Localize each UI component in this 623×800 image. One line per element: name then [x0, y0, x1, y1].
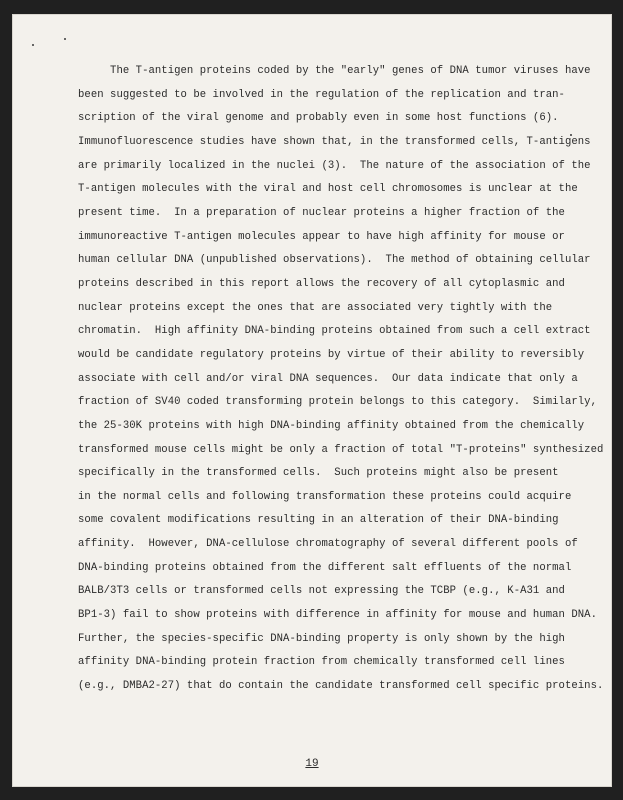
text-line: BALB/3T3 cells or transformed cells not expressing the TCBP (e.g., K-A31 and — [78, 585, 565, 598]
text-line: BP1-3) fail to show proteins with difference in affinity for mouse and human DNA. — [78, 609, 597, 622]
text-line: proteins described in this report allows the recovery of all cytoplasmic and — [78, 277, 565, 290]
text-line: Immunofluorescence studies have shown that, in the transformed cells, T-antigens — [78, 135, 591, 148]
text-line: affinity. However, DNA-cellulose chromatography of several different pools of — [78, 538, 578, 551]
page-number: 19 — [305, 758, 319, 770]
scan-speck — [64, 38, 66, 40]
text-line: chromatin. High affinity DNA-binding proteins obtained from such a cell extract — [78, 325, 591, 338]
text-line: are primarily localized in the nuclei (3). The nature of the association of the — [78, 159, 591, 172]
text-line: fraction of SV40 coded transforming protein belongs to this category. Similarly, — [78, 396, 597, 409]
text-line: associate with cell and/or viral DNA sequences. Our data indicate that only a — [78, 372, 578, 385]
text-line: would be candidate regulatory proteins by virtue of their ability to reversibly — [78, 348, 585, 361]
text-line: DNA-binding proteins obtained from the different salt effluents of the normal — [78, 561, 572, 574]
text-line: the 25-30K proteins with high DNA-binding affinity obtained from the chemically — [78, 419, 585, 432]
text-line: The T-antigen proteins coded by the "early" genes of DNA tumor viruses have — [78, 65, 591, 77]
text-line: immunoreactive T-antigen molecules appear to have high affinity for mouse or — [78, 230, 565, 243]
body-paragraph — [78, 60, 604, 699]
text-line: in the normal cells and following transformation these proteins could acquire — [78, 490, 572, 503]
text-line: been suggested to be involved in the regulation of the replication and tran- — [78, 88, 565, 101]
text-line: nuclear proteins except the ones that are associated very tightly with the — [78, 301, 553, 314]
text-line: transformed mouse cells might be only a fraction of total "T-proteins" synthesized — [78, 443, 604, 456]
text-line: T-antigen molecules with the viral and host cell chromosomes is unclear at the — [78, 183, 578, 196]
text-line: specifically in the transformed cells. Such proteins might also be present — [78, 467, 559, 480]
text-line: some covalent modifications resulting in an alteration of their DNA-binding — [78, 514, 559, 527]
text-line: Further, the species-specific DNA-binding property is only shown by the high — [78, 632, 565, 645]
text-line: affinity DNA-binding protein fraction from chemically transformed cell lines — [78, 656, 565, 669]
scan-speck — [32, 44, 34, 46]
text-line: present time. In a preparation of nuclear proteins a higher fraction of the — [78, 206, 565, 219]
text-line: scription of the viral genome and probably even in some host functions (6). — [78, 112, 559, 125]
text-line: human cellular DNA (unpublished observations). The method of obtaining cellular — [78, 254, 591, 267]
document-page — [12, 14, 612, 787]
text-line: (e.g., DMBA2-27) that do contain the candidate transformed cell specific proteins. — [78, 680, 604, 693]
